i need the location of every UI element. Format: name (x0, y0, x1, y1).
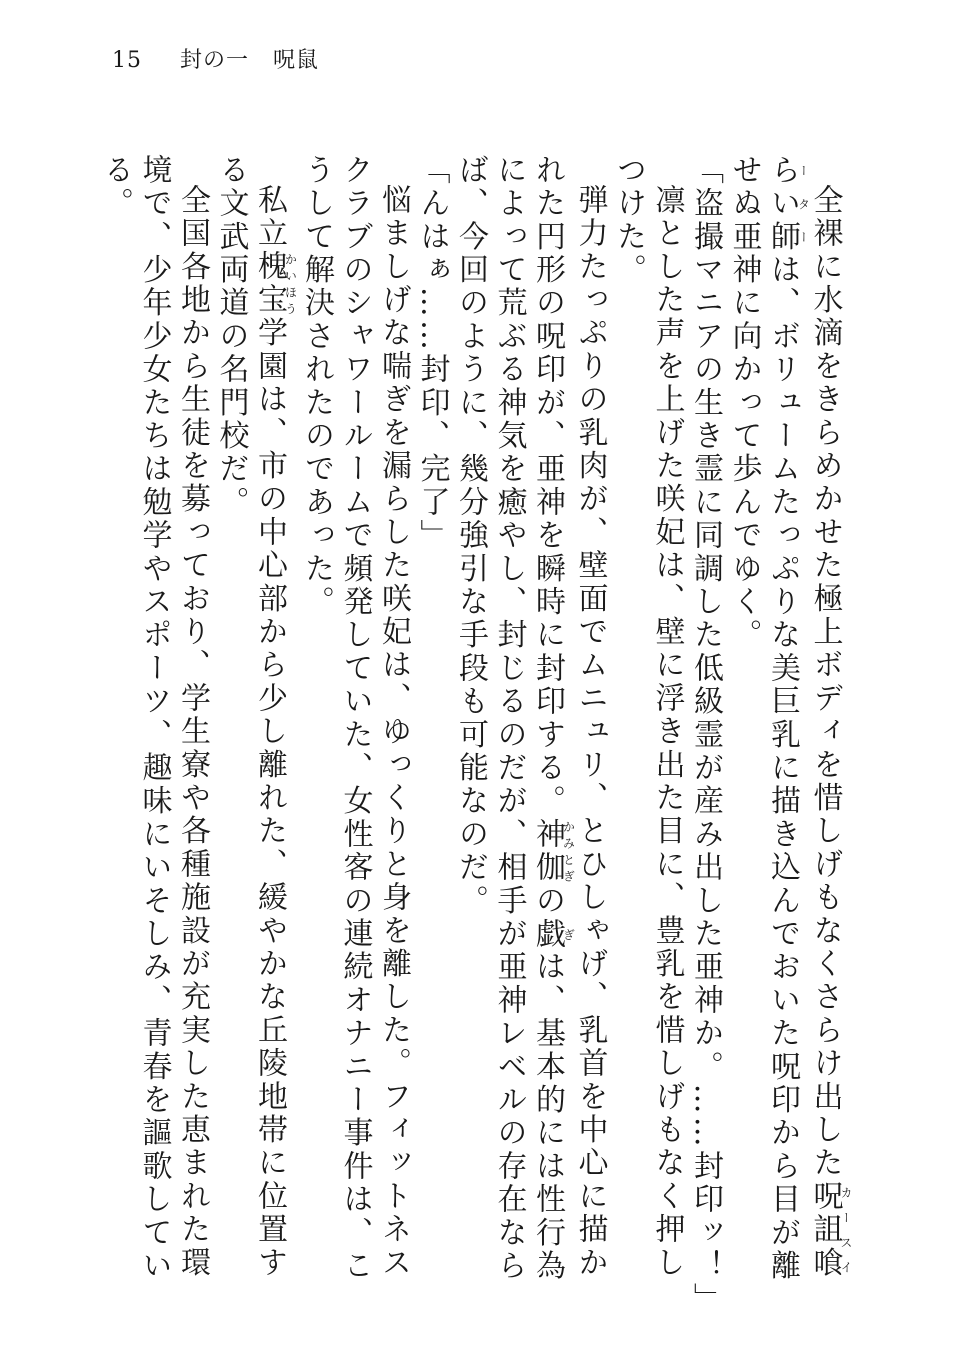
text-run: は、ボリュームたっぷりな美巨乳に描き込んでおいた呪印から目が離せぬ亜神に向かって歩んでゆく。 (726, 154, 800, 1283)
text-run: 学園は、市の中心部から少し離れた、緩やかな丘陵地帯に位置する文武両道の名門校だ。 (213, 154, 287, 1280)
paragraph (451, 154, 609, 1304)
ruby-annotation: かいほう (283, 250, 298, 317)
text-run: 弾力たっぷりの乳肉が、壁面でムニュリ、とひしゃげ、乳首を中心に描かれた円形の呪印が、亜神を瞬時に封印する。 (530, 154, 608, 1280)
ruby-annotation: カースイーター (796, 154, 853, 1280)
ruby-base: 戯 (530, 917, 565, 951)
paragraph (211, 154, 297, 1304)
running-head (112, 46, 319, 76)
text-run: 悩ましげな喘ぎを漏らした咲妃は、ゆっくりと身を離した。フィットネスクラブのシャワールームで頻発していた、女性客の連続オナニー事件は、こうして解決されたのであった。 (299, 154, 411, 1283)
text-run: の (530, 884, 565, 918)
body-text (98, 154, 853, 1317)
paragraph (724, 154, 852, 1304)
chapter-title: 呪鼠 (273, 48, 320, 73)
paragraph (297, 154, 413, 1304)
text-run: 全裸に水滴をきらめかせた極上ボディを惜しげもなくさらけ出した (807, 184, 843, 1180)
text-run: は、基本的には性行為によって荒ぶる神気を癒やし、封じるのだが、相手が亜神レベルの存在ならば、今回のように、幾分強引な手段も可能なのだ。 (453, 154, 565, 1283)
paragraph (412, 154, 451, 1304)
text-run: 私立 (252, 184, 287, 251)
paragraph (609, 154, 686, 1304)
text-run: 「盗撮マニアの生き霊に同調した低級霊が産み出した亜神か。……封印ッ！」 (688, 154, 723, 1317)
ruby-annotation: ぎ (561, 917, 576, 951)
ruby-text (530, 917, 576, 951)
ruby-base: 槐宝 (252, 250, 287, 317)
paragraph (686, 154, 725, 1317)
ruby-annotation: かみとぎ (561, 818, 576, 885)
ruby-text (530, 818, 576, 885)
text-run: 「んはぁ……封印、完了」 (414, 154, 450, 553)
ruby-base: 呪詛喰らい師 (765, 154, 843, 1280)
page-number: 15 (112, 48, 142, 73)
paragraph (96, 154, 212, 1304)
text-run: 凛とした声を上げた咲妃は、壁に浮き出た目に、豊乳を惜しげもなく押しつけた。 (611, 154, 685, 1280)
chapter-label: 封の一 (180, 48, 250, 73)
text-run: 全国各地から生徒を募っており、学生寮や各種施設が充実した恵まれた環境で、少年少女たちは勉学やスポーツ、趣味にいそしみ、青春を謳歌している。 (98, 154, 210, 1283)
ruby-text (252, 250, 298, 317)
ruby-base: 神伽 (530, 818, 565, 885)
